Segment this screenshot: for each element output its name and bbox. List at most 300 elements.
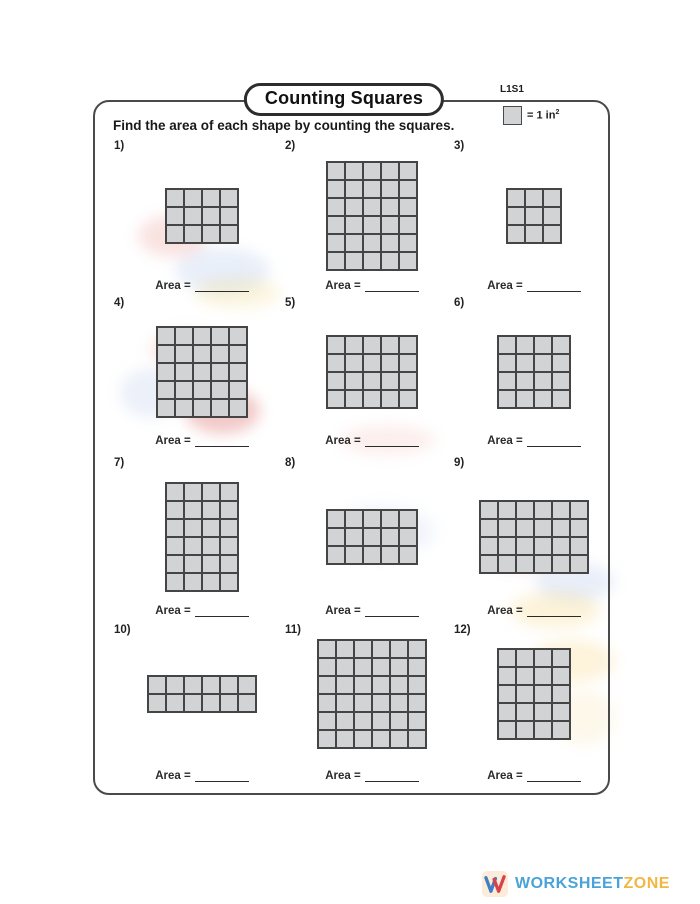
grid-cell [212,400,228,416]
grid-cell [185,208,201,224]
grid-cell [517,373,533,389]
grid-cell [328,235,344,251]
grid-cell [230,382,246,398]
grid-cell [328,511,344,527]
grid-cell [221,574,237,590]
grid-cell [346,373,362,389]
grid-cell [230,400,246,416]
grid-cell [319,659,335,675]
area-answer-row [325,603,418,617]
grid-cell [391,731,407,747]
grid-cell [176,328,192,344]
grid-cell [382,199,398,215]
grid-cell [203,556,219,572]
grid-cell [508,190,524,206]
area-answer-blank [527,433,581,447]
grid-cell [571,502,587,518]
grid-cell [391,695,407,711]
grid-cell [382,373,398,389]
grid-cell [364,199,380,215]
grid-cell [553,704,569,720]
grid-cell [364,253,380,269]
grid-cell [176,400,192,416]
grid-cell [319,695,335,711]
grid-cell [328,217,344,233]
grid-cell [230,328,246,344]
grid-cell [400,163,416,179]
brand-primary: WORKSHEET [515,875,624,892]
grid-cell [221,556,237,572]
grid-cell [517,520,533,536]
problem-number: 5) [285,297,296,309]
grid-cell [230,364,246,380]
problem-number: 10) [114,624,131,636]
grid-cell [409,659,425,675]
area-answer-blank [195,603,249,617]
grid-cell [400,181,416,197]
grid-cell [364,217,380,233]
grid-cell [185,538,201,554]
grid-cell [346,511,362,527]
grid-cell [203,574,219,590]
grid-cell [382,253,398,269]
grid-cell [535,556,551,572]
grid-cell [167,226,183,242]
grid-cell [382,391,398,407]
problem-number: 7) [114,457,125,469]
grid-cell [355,659,371,675]
grid-cell [499,556,515,572]
problem-number: 6) [454,297,465,309]
grid-cell [553,556,569,572]
area-answer-blank [195,278,249,292]
worksheetzone-logo-icon [482,871,508,897]
grid-cell [346,337,362,353]
brand-wordmark [515,875,670,893]
area-answer-row [155,768,248,782]
grid-cell [346,181,362,197]
grid-cell [167,502,183,518]
grid-cell [158,400,174,416]
grid-cell [409,677,425,693]
area-label: Area = [487,605,523,617]
grid-cell [167,520,183,536]
square-grid [147,675,257,713]
area-answer-blank [365,278,419,292]
area-label: Area = [325,435,361,447]
area-label: Area = [487,280,523,292]
grid-cell [409,641,425,657]
grid-cell [364,391,380,407]
grid-cell [185,484,201,500]
grid-cell [221,208,237,224]
grid-cell [149,695,165,711]
grid-cell [517,722,533,738]
grid-cell [373,677,389,693]
grid-cell [400,511,416,527]
grid-cell [400,217,416,233]
grid-cell [185,226,201,242]
area-answer-blank [527,278,581,292]
grid-cell [373,695,389,711]
grid-cell [203,208,219,224]
grid-cell [409,713,425,729]
grid-cell [553,686,569,702]
grid-cell [203,520,219,536]
grid-cell [571,556,587,572]
grid-cell [221,520,237,536]
grid-cell [185,502,201,518]
grid-cell [239,695,255,711]
problem-number: 3) [454,140,465,152]
grid-cell [535,391,551,407]
grid-cell [346,547,362,563]
grid-cell [185,574,201,590]
grid-cell [553,373,569,389]
area-answer-blank [195,433,249,447]
grid-cell [400,337,416,353]
grid-cell [203,484,219,500]
area-label: Area = [325,280,361,292]
grid-cell [499,520,515,536]
grid-cell [221,695,237,711]
grid-cell [499,668,515,684]
grid-cell [212,382,228,398]
grid-cell [553,722,569,738]
grid-cell [481,502,497,518]
area-label: Area = [325,605,361,617]
grid-cell [535,337,551,353]
grid-cell [364,373,380,389]
unit-square-icon [503,106,522,125]
grid-cell [355,641,371,657]
grid-cell [535,520,551,536]
grid-cell [185,695,201,711]
square-grid [479,500,589,574]
grid-cell [328,337,344,353]
grid-cell [203,226,219,242]
grid-cell [481,556,497,572]
grid-cell [535,686,551,702]
grid-cell [337,695,353,711]
grid-cell [328,199,344,215]
square-grid [506,188,562,244]
grid-cell [517,686,533,702]
grid-cell [409,695,425,711]
area-label: Area = [487,770,523,782]
grid-cell [167,538,183,554]
grid-cell [499,722,515,738]
grid-cell [319,677,335,693]
grid-cell [499,355,515,371]
grid-cell [373,641,389,657]
grid-cell [382,163,398,179]
grid-cell [382,337,398,353]
problem-number: 11) [285,624,301,636]
grid-cell [553,502,569,518]
area-answer-row [155,433,248,447]
grid-cell [517,538,533,554]
grid-cell [221,538,237,554]
grid-cell [517,650,533,666]
area-answer-row [155,278,248,292]
grid-cell [526,208,542,224]
problem-number: 2) [285,140,296,152]
grid-cell [185,190,201,206]
grid-cell [382,181,398,197]
grid-cell [553,668,569,684]
grid-cell [400,529,416,545]
square-grid [165,188,239,244]
worksheet-title: Counting Squares [244,83,444,116]
grid-cell [337,659,353,675]
problem-number: 4) [114,297,125,309]
grid-cell [517,668,533,684]
area-answer-blank [527,603,581,617]
area-label: Area = [155,770,191,782]
grid-cell [544,208,560,224]
grid-cell [319,713,335,729]
problem-9 [434,457,634,617]
grid-cell [535,722,551,738]
area-answer-blank [527,768,581,782]
grid-cell [355,731,371,747]
grid-cell [382,235,398,251]
area-answer-blank [365,603,419,617]
grid-cell [346,529,362,545]
grid-cell [158,364,174,380]
grid-cell [517,391,533,407]
grid-cell [328,253,344,269]
grid-cell [328,391,344,407]
unit-legend-label: = 1 $in^2$ [527,109,560,122]
grid-cell [499,650,515,666]
grid-cell [499,337,515,353]
grid-cell [319,641,335,657]
grid-cell [167,208,183,224]
area-label: Area = [487,435,523,447]
grid-cell [194,364,210,380]
grid-cell [382,355,398,371]
worksheet-code: L1S1 [500,84,524,95]
grid-cell [158,346,174,362]
grid-cell [355,695,371,711]
area-answer-row [487,603,580,617]
grid-cell [167,190,183,206]
grid-cell [221,484,237,500]
problem-12 [434,624,634,782]
grid-cell [535,355,551,371]
brand-secondary: ZONE [623,875,670,892]
grid-cell [328,547,344,563]
grid-cell [481,520,497,536]
grid-cell [319,731,335,747]
grid-cell [364,547,380,563]
grid-cell [185,677,201,693]
grid-cell [203,502,219,518]
grid-cell [544,190,560,206]
grid-cell [194,400,210,416]
problem-number: 12) [454,624,471,636]
area-answer-row [487,278,580,292]
problem-number: 8) [285,457,296,469]
grid-cell [517,502,533,518]
grid-cell [212,364,228,380]
problem-number: 9) [454,457,465,469]
grid-cell [167,556,183,572]
grid-cell [167,695,183,711]
grid-cell [221,502,237,518]
grid-cell [149,677,165,693]
grid-cell [535,668,551,684]
area-label: Area = [155,435,191,447]
grid-cell [391,677,407,693]
grid-cell [346,217,362,233]
grid-cell [346,391,362,407]
grid-cell [239,677,255,693]
grid-cell [203,538,219,554]
grid-cell [221,226,237,242]
grid-cell [364,337,380,353]
grid-cell [535,373,551,389]
grid-cell [499,391,515,407]
grid-cell [355,677,371,693]
grid-cell [517,704,533,720]
grid-cell [337,641,353,657]
grid-cell [481,538,497,554]
grid-cell [400,253,416,269]
grid-cell [203,695,219,711]
grid-cell [328,181,344,197]
grid-cell [167,574,183,590]
grid-cell [499,686,515,702]
square-grid [326,161,418,271]
grid-cell [553,538,569,554]
grid-cell [508,226,524,242]
grid-cell [517,556,533,572]
grid-cell [553,391,569,407]
grid-cell [535,704,551,720]
grid-cell [535,502,551,518]
area-answer-row [325,278,418,292]
area-label: Area = [155,280,191,292]
grid-cell [194,346,210,362]
grid-cell [517,337,533,353]
grid-cell [346,355,362,371]
area-answer-row [325,433,418,447]
problem-number: 1) [114,140,125,152]
grid-cell [364,355,380,371]
grid-cell [373,731,389,747]
grid-cell [382,511,398,527]
grid-cell [391,641,407,657]
grid-cell [400,199,416,215]
grid-cell [176,346,192,362]
grid-cell [337,713,353,729]
grid-cell [544,226,560,242]
grid-cell [221,677,237,693]
area-answer-blank [365,433,419,447]
grid-cell [185,520,201,536]
grid-cell [364,529,380,545]
grid-cell [553,650,569,666]
problem-3 [434,140,634,292]
area-answer-blank [195,768,249,782]
grid-cell [194,382,210,398]
area-label: Area = [155,605,191,617]
grid-cell [535,650,551,666]
area-answer-blank [365,768,419,782]
grid-cell [185,556,201,572]
grid-cell [373,713,389,729]
grid-cell [194,328,210,344]
grid-cell [400,373,416,389]
grid-cell [400,355,416,371]
problem-6 [434,297,634,447]
grid-cell [391,659,407,675]
grid-cell [346,199,362,215]
grid-cell [508,208,524,224]
square-grid [497,335,571,409]
grid-cell [553,520,569,536]
grid-cell [158,328,174,344]
worksheetzone-brand-link[interactable] [482,871,670,897]
grid-cell [571,520,587,536]
grid-cell [203,190,219,206]
area-answer-row [325,768,418,782]
grid-cell [337,677,353,693]
grid-cell [526,190,542,206]
grid-cell [167,677,183,693]
grid-cell [382,547,398,563]
square-grid [317,639,427,749]
square-grid [156,326,248,418]
grid-cell [382,529,398,545]
grid-cell [346,163,362,179]
grid-cell [400,235,416,251]
grid-cell [571,538,587,554]
grid-cell [535,538,551,554]
grid-cell [364,163,380,179]
grid-cell [158,382,174,398]
area-answer-row [487,433,580,447]
grid-cell [176,382,192,398]
grid-cell [346,235,362,251]
grid-cell [364,235,380,251]
grid-cell [328,373,344,389]
grid-cell [373,659,389,675]
grid-cell [221,190,237,206]
unit-legend [503,106,559,125]
grid-cell [212,346,228,362]
grid-cell [355,713,371,729]
worksheet-frame [93,100,610,795]
grid-cell [409,731,425,747]
square-grid [326,509,418,565]
grid-cell [364,511,380,527]
grid-cell [328,529,344,545]
grid-cell [391,713,407,729]
grid-cell [176,364,192,380]
area-answer-row [487,768,580,782]
square-grid [165,482,239,592]
grid-cell [346,253,362,269]
grid-cell [526,226,542,242]
grid-cell [499,502,515,518]
area-label: Area = [325,770,361,782]
grid-cell [337,731,353,747]
grid-cell [517,355,533,371]
